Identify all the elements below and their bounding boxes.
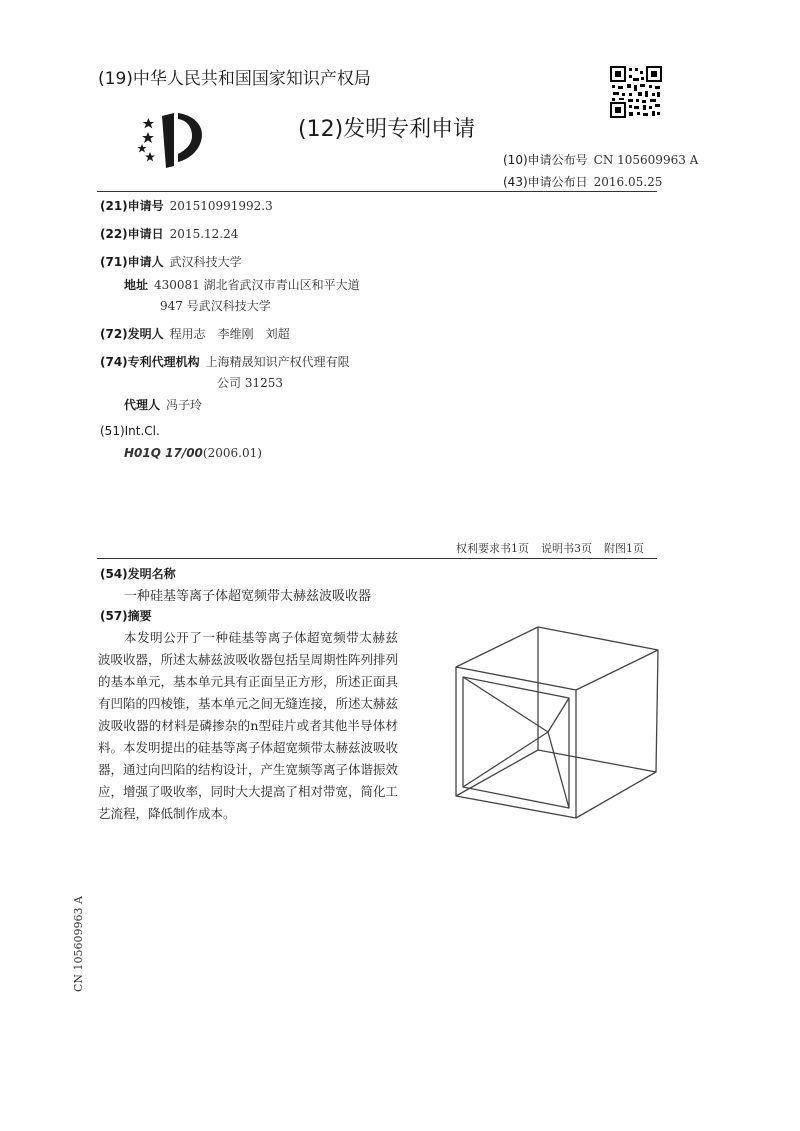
agent: 冯子玲	[166, 398, 203, 412]
publication-date-label: (43)申请公布日	[503, 175, 588, 189]
invention-title: 一种硅基等离子体超宽频带太赫兹波吸收器	[124, 589, 372, 604]
address-line-1: 430081 湖北省武汉市青山区和平大道	[154, 278, 360, 292]
section-rule	[97, 558, 657, 559]
inventors-label: (72)发明人	[100, 327, 164, 341]
header-rule	[97, 191, 657, 192]
int-cl-version: (2006.01)	[202, 446, 262, 460]
drawings-page-count: 附图1页	[604, 542, 644, 555]
int-cl-field	[100, 424, 160, 438]
patent-office-name: (19)中华人民共和国国家知识产权局	[98, 69, 371, 89]
claims-page-count: 权利要求书1页	[456, 542, 529, 555]
address-field	[124, 276, 360, 293]
agency-field	[100, 353, 350, 370]
description-page-count: 说明书3页	[541, 542, 592, 555]
page-counts	[456, 540, 644, 556]
address-label: 地址	[124, 278, 149, 292]
inventors-field	[100, 325, 290, 342]
filing-date-label: (22)申请日	[100, 227, 164, 241]
abstract-figure	[448, 622, 668, 832]
int-cl-label: (51)Int.Cl.	[100, 424, 160, 438]
side-publication-number: CN 105609963 A	[72, 896, 85, 992]
publication-number-row	[503, 151, 698, 168]
agency-label: (74)专利代理机构	[100, 355, 200, 369]
abstract-text: 本发明公开了一种硅基等离子体超宽频带太赫兹波吸收器，所述太赫兹波吸收器包括呈周期性阵列排列的基本单元，基本单元具有正面呈正方形，所述正面具有凹陷的四棱锥，基本单元之间无缝连接，所述太赫兹波吸收器的材料是磷掺杂的n型硅片或者其他半导体材料。本发明提出的硅基等离子体超宽频带太赫兹波吸收器，通过向凹陷的结构设计，产生宽频等离子体谐振效应，增强了吸收率，同时大大提高了相对带宽，简化工艺流程，降低制作成本。	[98, 630, 399, 821]
applicant-field	[100, 253, 242, 270]
agent-label: 代理人	[124, 398, 161, 412]
agency-line-2: 公司 31253	[217, 376, 283, 390]
publication-date: 2016.05.25	[593, 175, 663, 189]
application-number-field	[100, 197, 273, 214]
abstract-section-label: (57)摘要	[100, 609, 152, 623]
filing-date: 2015.12.24	[169, 227, 239, 241]
publication-number-label: (10)申请公布号	[503, 153, 588, 167]
int-cl-classification	[124, 446, 262, 460]
address-line-2: 947 号武汉科技大学	[160, 299, 271, 313]
title-section-label: (54)发明名称	[100, 567, 176, 581]
applicant-label: (71)申请人	[100, 255, 164, 269]
publication-number: CN 105609963 A	[593, 153, 699, 167]
inventors: 程用志 李维刚 刘超	[169, 327, 290, 341]
int-cl-code: H01Q 17/00	[124, 446, 203, 460]
agency-line-1: 上海精晟知识产权代理有限	[205, 355, 350, 369]
applicant: 武汉科技大学	[169, 255, 242, 269]
publication-date-row	[503, 173, 662, 190]
cnipa-logo	[128, 110, 218, 170]
application-number: 201510991992.3	[169, 199, 273, 213]
filing-date-field	[100, 225, 238, 242]
qr-code	[610, 66, 662, 118]
document-type: (12)发明专利申请	[298, 117, 476, 142]
agent-field	[124, 396, 202, 413]
application-number-label: (21)申请号	[100, 199, 164, 213]
